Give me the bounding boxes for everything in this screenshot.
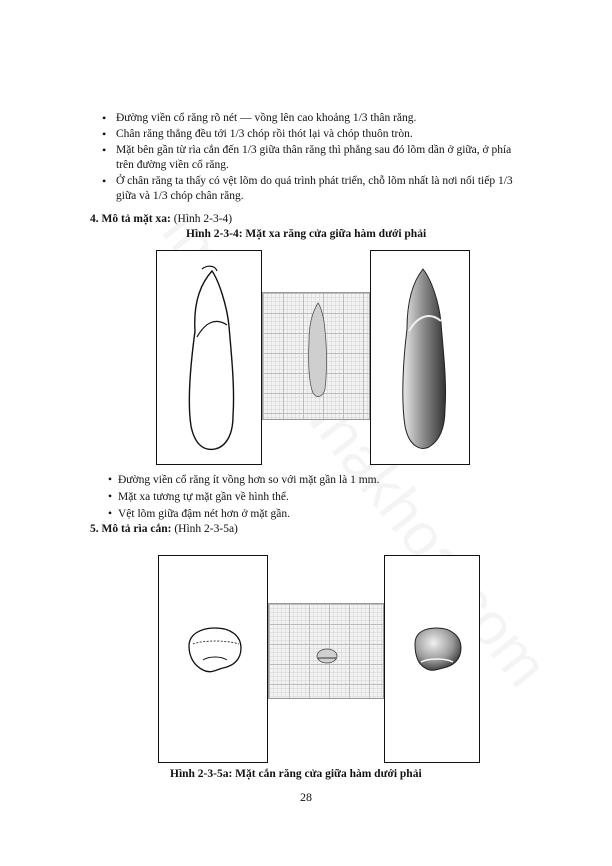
figure-2-shaded-panel — [384, 555, 480, 763]
figure-2-outline-panel — [158, 555, 268, 763]
figure-1-shaded-panel — [370, 250, 470, 465]
section-5-heading — [90, 522, 238, 537]
figure-1-outline-panel — [156, 250, 262, 465]
section-ref: (Hình 2-3-4) — [173, 213, 233, 225]
list-item: • Vệt lõm giữa đậm nét hơn ở mặt gần. — [108, 506, 379, 523]
section-4-heading — [90, 212, 232, 227]
page-number: 28 — [300, 790, 312, 804]
section-title: Mô tả rìa cắn: — [101, 523, 172, 535]
list-item: • Ở chân răng ta thấy có vệt lõm do quá trình phát triển, chỗ lõm nhất là nơi nối tiếp 1/3 giữa và 1/3 chóp chân răng. — [100, 174, 520, 204]
figure-2-grid-photo — [268, 603, 384, 699]
incisal-outline-drawing — [159, 556, 269, 764]
section-ref: (Hình 2-3-5a) — [174, 523, 238, 535]
figure-2-caption: Hình 2-3-5a: Mặt cắn răng cửa giữa hàm dưới phải — [170, 768, 422, 780]
list-item: • Mặt xa tương tự mặt gần về hình thể. — [108, 489, 379, 506]
section-number: 5. — [90, 523, 99, 535]
list-item: • Đường viền cổ răng ít vồng hơn so với mặt gần là 1 mm. — [108, 472, 379, 489]
bullet-list-mid — [108, 472, 379, 523]
bullet-list-top — [100, 111, 520, 205]
incisal-shaded-drawing — [385, 556, 481, 764]
list-item: • Đường viền cổ răng rõ nét — vồng lên cao khoảng 1/3 thân răng. — [100, 111, 520, 126]
section-number: 4. — [90, 213, 99, 225]
incisal-photo-small — [269, 604, 385, 700]
list-item: • Chân răng thẳng đều tới 1/3 chóp rồi thót lại và chóp thuôn tròn. — [100, 127, 520, 142]
tooth-outline-drawing — [157, 251, 263, 466]
tooth-photo-small — [263, 293, 371, 421]
figure-1-grid-photo — [262, 292, 370, 420]
tooth-shaded-drawing — [371, 251, 471, 466]
list-item: • Mặt bên gần từ rìa cắn đến 1/3 giữa thân răng thì phẳng sau đó lõm dần ở giữa, ở phía trên đường viền cổ răng. — [100, 143, 520, 173]
section-title: Mô tả mặt xa: — [101, 213, 171, 225]
figure-1-caption: Hình 2-3-4: Mặt xa răng cửa giữa hàm dưới phải — [186, 228, 427, 240]
